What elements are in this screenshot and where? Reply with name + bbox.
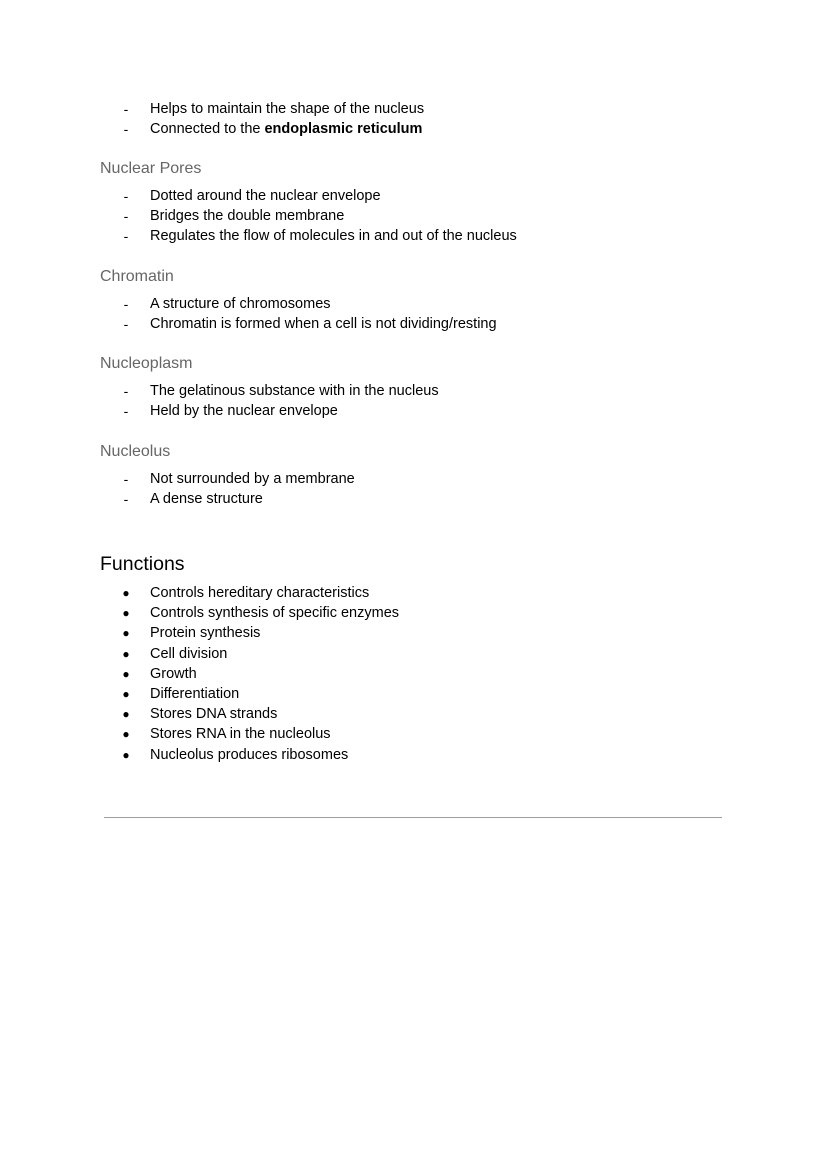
dash-bullet-icon: - xyxy=(123,101,129,117)
nuclear-envelope-list xyxy=(118,99,424,139)
list-item-text: Stores DNA strands xyxy=(150,706,278,723)
section-heading-nucleoplasm: Nucleoplasm xyxy=(100,355,193,372)
list-item xyxy=(118,583,399,603)
list-item xyxy=(118,603,399,623)
list-item xyxy=(118,314,497,334)
horizontal-divider xyxy=(104,817,722,818)
bullet-dot-icon: ● xyxy=(122,666,130,681)
list-item-text: Controls hereditary characteristics xyxy=(150,585,370,601)
list-item xyxy=(118,186,517,206)
dash-bullet-icon: - xyxy=(123,471,129,487)
dash-bullet-icon: - xyxy=(123,316,129,333)
bullet-dot-icon: ● xyxy=(122,747,130,762)
list-item-text: Helps to maintain the shape of the nucleus xyxy=(150,101,425,117)
list-item xyxy=(118,381,439,401)
list-item xyxy=(118,724,399,744)
nuclear-pores-list xyxy=(118,186,517,247)
list-item-text: Controls synthesis of specific enzymes xyxy=(150,605,400,622)
bullet-dot-icon: ● xyxy=(122,586,130,600)
dash-bullet-icon: - xyxy=(123,491,129,508)
list-item xyxy=(118,704,399,724)
dash-bullet-icon: - xyxy=(123,296,129,312)
list-item-text: Chromatin is formed when a cell is not dividing/resting xyxy=(150,316,497,333)
chromatin-list xyxy=(118,294,497,334)
dash-bullet-icon: - xyxy=(123,383,129,399)
list-item-text: Differentiation xyxy=(150,685,240,702)
bullet-dot-icon: ● xyxy=(122,646,130,661)
dash-bullet-icon: - xyxy=(123,188,129,204)
bullet-dot-icon: ● xyxy=(122,707,130,722)
list-item-text: A dense structure xyxy=(150,491,263,508)
list-item-text: Regulates the flow of molecules in and out of the nucleus xyxy=(150,228,517,245)
list-item-text: Stores RNA in the nucleolus xyxy=(150,726,331,743)
list-item xyxy=(118,664,399,684)
bullet-dot-icon: ● xyxy=(122,686,130,701)
list-item-text: Nucleolus produces ribosomes xyxy=(150,746,349,763)
list-item-bold-text: endoplasmic reticulum xyxy=(264,121,423,138)
list-item-text: A structure of chromosomes xyxy=(150,296,331,312)
list-item-text: The gelatinous substance with in the nucleus xyxy=(150,383,439,399)
list-item-text: Dotted around the nuclear envelope xyxy=(150,188,381,204)
list-item-text: Connected to the xyxy=(150,121,265,138)
list-item xyxy=(118,469,355,489)
section-heading-chromatin: Chromatin xyxy=(100,268,174,285)
list-item xyxy=(118,623,399,643)
list-item-text: Held by the nuclear envelope xyxy=(150,403,338,420)
list-item xyxy=(118,644,399,664)
nucleolus-list xyxy=(118,469,355,509)
functions-list xyxy=(118,583,399,765)
list-item xyxy=(118,226,517,246)
bullet-dot-icon: ● xyxy=(122,606,130,621)
bullet-dot-icon: ● xyxy=(122,626,130,641)
list-item-text: Bridges the double membrane xyxy=(150,208,345,225)
nucleoplasm-list xyxy=(118,381,439,421)
list-item xyxy=(118,401,439,421)
functions-heading: Functions xyxy=(100,553,185,575)
dash-bullet-icon: - xyxy=(123,228,129,245)
list-item xyxy=(118,489,355,509)
dash-bullet-icon: - xyxy=(123,403,129,420)
section-heading-nuclear-pores: Nuclear Pores xyxy=(100,160,202,177)
list-item-text: Not surrounded by a membrane xyxy=(150,471,355,487)
dash-bullet-icon: - xyxy=(123,208,129,225)
list-item xyxy=(118,684,399,704)
list-item xyxy=(118,119,424,139)
list-item xyxy=(118,294,497,314)
dash-bullet-icon: - xyxy=(123,121,129,138)
list-item xyxy=(118,745,399,765)
list-item xyxy=(118,99,424,119)
list-item-text: Growth xyxy=(150,665,197,682)
bullet-dot-icon: ● xyxy=(122,727,130,742)
section-heading-nucleolus: Nucleolus xyxy=(100,443,171,460)
list-item-text: Cell division xyxy=(150,645,228,662)
list-item xyxy=(118,206,517,226)
list-item-text: Protein synthesis xyxy=(150,625,261,642)
